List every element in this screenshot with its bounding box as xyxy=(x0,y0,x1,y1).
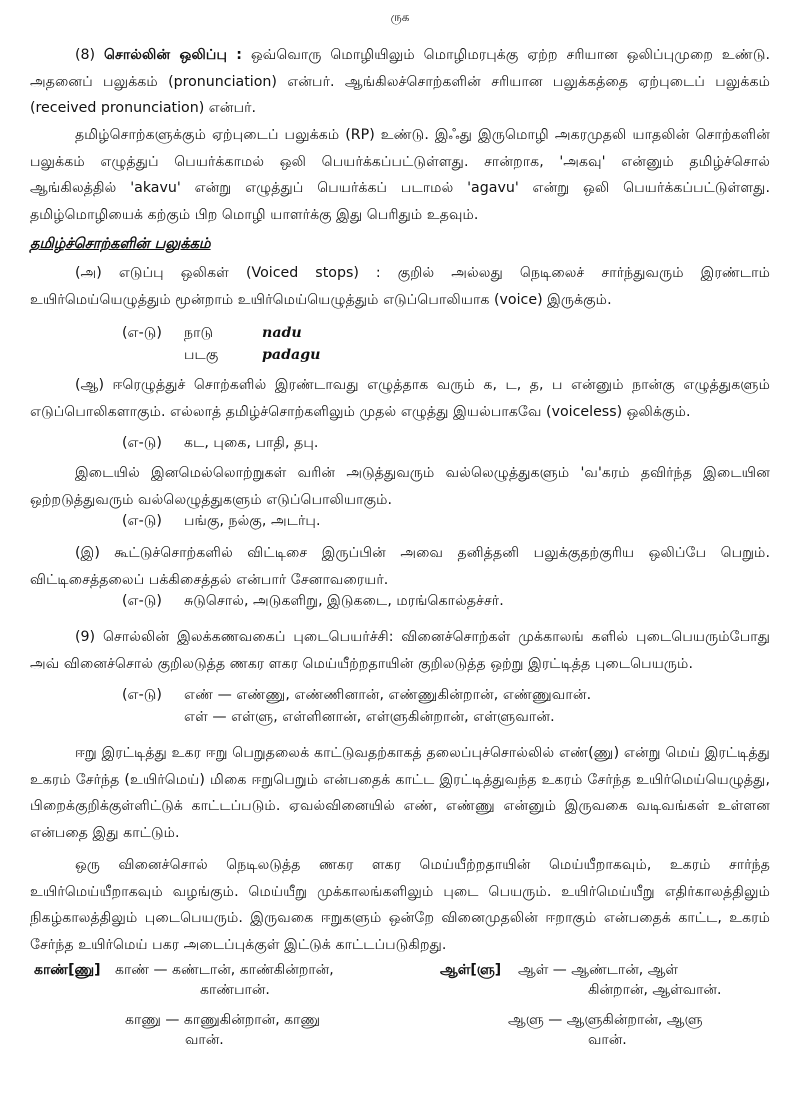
aal-forms-2: கின்றான், ஆள்வான். xyxy=(588,982,722,998)
two-letter-words-paragraph: (ஆ) ஈரெழுத்துச் சொற்களில் இரண்டாவது எழுத்தாக வரும் க, ட, த, ப என்னும் நான்கு எழுத்துகளும் எடுப்பொலிகளாகும். எல்லாத் தமிழ்ச்சொற்களிலும் முதல் எழுத்து இயல்பாகவே (voiceless) ஒலிக்கும். xyxy=(30,377,770,420)
doubling-paragraph: ஈறு இரட்டித்து உகர ஈறு பெறுதலைக் காட்டுவதற்காகத் தலைப்புச்சொல்லில் எண்(ணு) என்று மெய் இரட்டித்து உகரம் சேர்ந்த (உயிர்மெய்) மிகை ஈறுபெறும் என்பதைக் காட்ட இரட்டித்துவந்த உகரம் சேர்ந்த உயிர்மெய்யெழுத்து, பிறைக்குறிக்குள்ளிட்டுக் காட்டப்படும். ஏவல்வினையில் எண், எண்ணு என்னும் இருவகை வடிவங்கள் உள்ளன என்பதை இது காட்டும். xyxy=(30,745,770,841)
example-word: படகு xyxy=(184,347,219,363)
section-8-title: சொல்லின் ஒலிப்பு : xyxy=(103,47,242,63)
kaan-forms-2: காண்பான். xyxy=(200,982,270,998)
example-aa-row xyxy=(122,432,318,454)
aal-forms-4: வான். xyxy=(588,1032,627,1048)
example-label: (எ-டு) xyxy=(122,687,162,703)
example-word: நாடு xyxy=(184,325,214,341)
section-heading: தமிழ்ச்சொற்களின் பலுக்கம் xyxy=(30,236,211,252)
kaan-headword: காண்[ணு] xyxy=(34,962,101,978)
example-words: எண் — எண்ணு, எண்ணினான், எண்ணுகின்றான், எண்ணுவான். xyxy=(184,687,592,703)
compound-words-paragraph: (இ) கூட்டுச்சொற்களில் விட்டிசை இருப்பின் அவை தனித்தனி பலுக்குதற்குரிய ஒலிப்பே பெறும். விட்டிசைத்தலைப் பக்கிசைத்தல் என்பார் சேனாவரையர். xyxy=(30,545,770,588)
example-a-row-2 xyxy=(122,344,320,366)
aal-forms-3: ஆளு — ஆளுகின்றான், ஆளு xyxy=(508,1012,703,1028)
example-label: (எ-டு) xyxy=(122,593,162,609)
example-9-row-2 xyxy=(122,706,555,728)
example-a-row-1 xyxy=(122,322,302,344)
example-words: பங்கு, நல்கு, அடர்பு. xyxy=(184,513,321,529)
example-words: கட, புகை, பாதி, தபு. xyxy=(184,435,319,451)
rp-paragraph: தமிழ்சொற்களுக்கும் ஏற்புடைப் பலுக்கம் (RP) உண்டு. இஃது இருமொழி அகரமுதலி யாதலின் சொற்களின் பலுக்கம் எழுத்துப் பெயர்க்காமல் ஒலி பெயர்க்கப்பட்டுள்ளது. சான்றாக, 'அகவு' என்னும் தமிழ்ச்சொல் ஆங்கிலத்தில் 'akavu' என்று எழுத்துப் பெயர்க்கப் படாமல் 'agavu' என்று ஒலி பெயர்க்கப்பட்டுள்ளது. தமிழ்மொழியைக் கற்கும் பிற மொழி யாளர்க்கு இது பெரிதும் உதவும். xyxy=(30,127,770,223)
example-label: (எ-டு) xyxy=(122,435,162,451)
example-words: சுடுசொல், அடுகளிறு, இடுகடை, மரங்கொல்தச்சர். xyxy=(184,593,504,609)
aal-forms-1: ஆள் — ஆண்டான், ஆள் xyxy=(518,962,679,978)
voiced-stops-paragraph: (அ) எடுப்பு ஒலிகள் (Voiced stops) : குறில் அல்லது நெடிலைச் சார்ந்துவரும் இரண்டாம் உயிர்மெய்யெழுத்தும் மூன்றாம் உயிர்மெய்யெழுத்தும் எடுப்பொலியாக (voice) இருக்கும். xyxy=(30,265,770,308)
example-label: (எ-டு) xyxy=(122,325,162,341)
example-words: எள் — எள்ளு, எள்ளினான், எள்ளுகின்றான், எள்ளுவான். xyxy=(184,709,555,725)
page-number: ருக xyxy=(390,10,410,24)
kaan-forms-4: வான். xyxy=(185,1032,224,1048)
example-i-row xyxy=(122,590,504,612)
example-roman: nadu xyxy=(262,325,302,341)
example-mid-row xyxy=(122,510,321,532)
aal-headword: ஆள்[ளு] xyxy=(440,962,502,978)
verb-ending-paragraph: ஒரு வினைச்சொல் நெடிலடுத்த ணகர ளகர மெய்யீற்றதாயின் மெய்யீறாகவும், உகரம் சார்ந்த உயிர்மெய்யீறாகவும் வழங்கும். மெய்யீறு முக்காலங்களிலும் புடை பெயரும். உயிர்மெய்யீறு எதிர்காலத்திலும் நிகழ்காலத்திலும் புடைபெயரும். இருவகை ஈறுகளும் ஒன்றே வினைமுதலின் ஈறாகும் என்பதைக் காட்ட, உகரம் சேர்ந்த உயிர்மெய் பகர அடைப்புக்குள் இட்டுக் காட்டப்படுகிறது. xyxy=(30,857,770,953)
nasal-paragraph: இடையில் இனமெல்லொற்றுகள் வரின் அடுத்துவரும் வல்லெழுத்துகளும் 'வ'கரம் தவிர்ந்த இடையின ஒற்றடுத்துவரும் வல்லெழுத்துகளும் எடுப்பொலியாகும். xyxy=(30,465,770,508)
example-9-row-1 xyxy=(122,684,591,706)
section-8-paragraph xyxy=(30,42,770,122)
kaan-forms-1: காண் — கண்டான், காண்கின்றான், xyxy=(115,962,334,978)
example-label: (எ-டு) xyxy=(122,513,162,529)
section-9-paragraph: (9) சொல்லின் இலக்கணவகைப் புடைபெயர்ச்சி: வினைச்சொற்கள் முக்காலங் களில் புடைபெயரும்போது அவ் வினைச்சொல் குறிலடுத்த ணகர ளகர மெய்யீற்றதாயின் குறிலடுத்த ஒற்று இரட்டித்த புடைபெயரும். xyxy=(30,629,770,672)
section-8-text: ஒவ்வொரு மொழியிலும் மொழிமரபுக்கு ஏற்ற சரியான ஒலிப்புமுறை உண்டு. அதனைப் பலுக்கம் (pronunciation) என்பர். ஆங்கிலச்சொற்களின் சரியான பலுக்கத்தை ஏற்புடைப் பலுக்கம் (received pronunciation) என்பர். xyxy=(30,47,770,116)
example-roman: padagu xyxy=(262,347,321,363)
section-8-number: (8) xyxy=(75,47,104,63)
kaan-forms-3: காணு — காணுகின்றான், காணு xyxy=(125,1012,321,1028)
